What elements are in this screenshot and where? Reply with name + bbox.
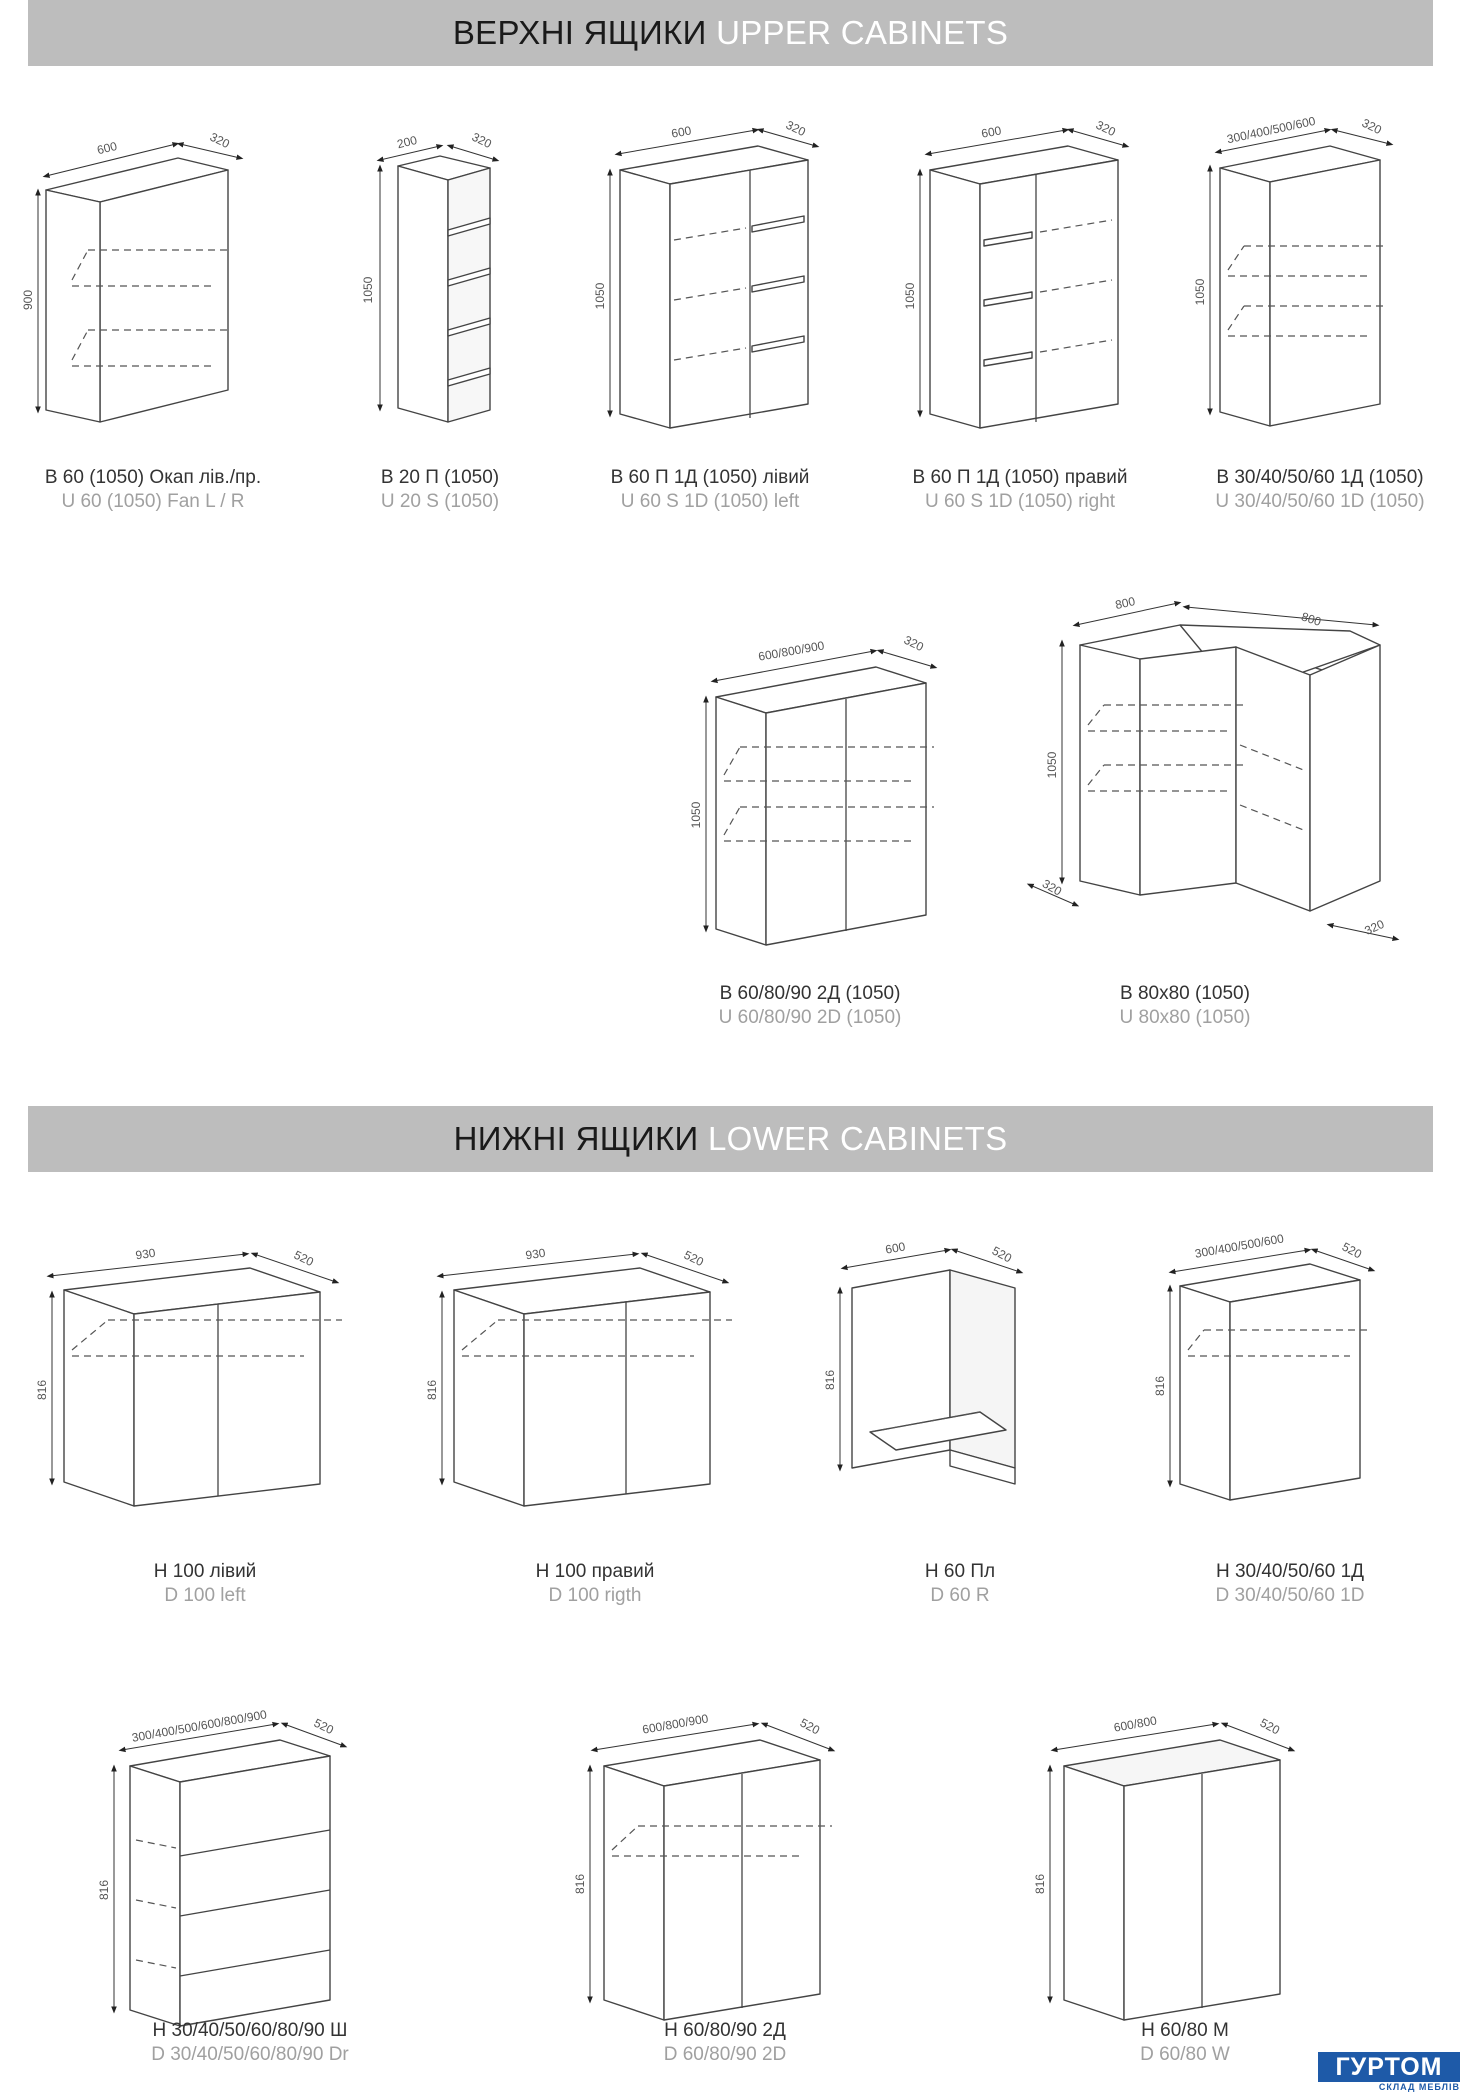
height-dimension-label: 816 bbox=[573, 1873, 587, 1895]
item-name-ua: Н 100 правий bbox=[535, 1561, 655, 1582]
cabinet-side-face bbox=[1080, 645, 1140, 895]
cabinet-drawing bbox=[900, 117, 1140, 460]
cabinet-drawing bbox=[35, 1240, 370, 1560]
item-name-ua: Н 60 Пл bbox=[924, 1561, 996, 1582]
cabinet-side-face bbox=[620, 170, 670, 428]
banner-title-ua: НИЖНІ ЯЩИКИ bbox=[453, 1120, 699, 1157]
item-name-ua: Н 100 лівий bbox=[153, 1561, 257, 1582]
depth-dimension-label: 320 bbox=[901, 632, 926, 655]
item-name-en: U 60 S 1D (1050) left bbox=[620, 491, 800, 512]
cabinet-side-face bbox=[64, 1290, 134, 1506]
item-name-en: U 80x80 (1050) bbox=[1119, 1007, 1251, 1028]
width-dimension-label: 600/800/900 bbox=[641, 1711, 710, 1737]
item-name-ua: В 20 П (1050) bbox=[380, 467, 500, 488]
cabinet-drawing bbox=[340, 129, 540, 460]
item-name-ua: Н 60/80/90 2Д bbox=[664, 2020, 786, 2041]
logo-word: ГУРТОМ bbox=[1318, 2052, 1460, 2082]
height-dimension-label: 816 bbox=[425, 1379, 439, 1401]
width-dimension-label: 600/800 bbox=[1112, 1713, 1158, 1735]
cabinet-drawing bbox=[680, 632, 940, 975]
cabinet-side-face bbox=[930, 170, 980, 428]
height-dimension-label: 1050 bbox=[689, 801, 703, 829]
item-name-ua: Н 60/80 М bbox=[1141, 2020, 1229, 2041]
cabinet-item bbox=[1033, 1710, 1330, 2090]
depth-dimension-label: 520 bbox=[681, 1247, 706, 1270]
item-name-ua: Н 30/40/50/60/80/90 Ш bbox=[152, 2020, 348, 2041]
width-dimension-label: 930 bbox=[524, 1245, 547, 1263]
cabinet-front-face bbox=[1236, 647, 1310, 911]
height-dimension-label: 1050 bbox=[903, 282, 917, 310]
width-dimension-label: 600 bbox=[670, 123, 693, 141]
cabinet-front-face bbox=[980, 160, 1118, 428]
cabinet-front-face bbox=[134, 1292, 320, 1506]
height-dimension-label: 816 bbox=[823, 1369, 837, 1391]
height-dimension-label: 816 bbox=[35, 1379, 49, 1401]
cabinet-drawing bbox=[823, 1239, 1090, 1560]
depth-dimension-label: 320 bbox=[1039, 876, 1065, 899]
item-name-en: U 20 S (1050) bbox=[380, 491, 500, 512]
lower-cabinets-banner bbox=[28, 1106, 1433, 1172]
cabinet-front-face bbox=[100, 170, 228, 422]
cabinet-drawing bbox=[1193, 113, 1440, 460]
width2-dimension-line bbox=[1186, 607, 1376, 625]
cabinet-item bbox=[425, 1240, 760, 1620]
cabinet-item bbox=[1010, 595, 1410, 1035]
depth-dimension-label: 320 bbox=[783, 117, 808, 140]
cabinet-drawing bbox=[21, 129, 278, 460]
cabinet-side-face bbox=[46, 190, 100, 422]
depth-dimension-line bbox=[180, 144, 240, 158]
item-name-en: D 100 left bbox=[164, 1585, 246, 1606]
width-dimension-label: 600 bbox=[980, 123, 1003, 141]
height-dimension-label: 816 bbox=[1033, 1873, 1047, 1895]
cabinet-drawing bbox=[1033, 1710, 1330, 2030]
cabinet-front-face bbox=[524, 1292, 710, 1506]
width-dimension-label: 800 bbox=[1113, 594, 1137, 613]
depth-dimension-label: 520 bbox=[291, 1247, 316, 1270]
height-dimension-label: 816 bbox=[97, 1879, 111, 1901]
width-dimension-label: 300/400/500/600/800/900 bbox=[130, 1707, 268, 1745]
width-dimension-label: 300/400/500/600 bbox=[1225, 113, 1317, 147]
item-name-ua: В 60/80/90 2Д (1050) bbox=[719, 983, 901, 1004]
height-dimension-label: 1050 bbox=[593, 282, 607, 310]
item-name-ua: В 80x80 (1050) bbox=[1120, 983, 1250, 1004]
item-name-en: D 30/40/50/60 1D bbox=[1215, 1585, 1365, 1606]
width-dimension-label: 600 bbox=[884, 1239, 907, 1257]
cabinet-side-face bbox=[1220, 168, 1270, 426]
depth-dimension-label: 520 bbox=[797, 1715, 823, 1738]
logo-subtitle: СКЛАД МЕБЛІВ bbox=[1378, 2082, 1460, 2092]
banner-title-en: LOWER CABINETS bbox=[707, 1120, 1008, 1157]
depth-dimension-label: 320 bbox=[207, 129, 232, 152]
depth-dimension-line bbox=[880, 651, 934, 667]
depth-dimension-label: 520 bbox=[311, 1715, 336, 1738]
cabinet-front-face bbox=[1270, 160, 1380, 426]
height-dimension-label: 816 bbox=[1153, 1375, 1167, 1397]
item-name-en: D 60/80/90 2D bbox=[663, 2044, 787, 2065]
item-name-ua: Н 30/40/50/60 1Д bbox=[1215, 1561, 1365, 1582]
cabinet-front-face bbox=[1230, 1280, 1360, 1500]
item-name-ua: В 60 П 1Д (1050) правий bbox=[912, 467, 1128, 488]
width-dimension-label: 200 bbox=[395, 132, 419, 152]
height-dimension-label: 1050 bbox=[361, 276, 375, 304]
cabinet-side-face bbox=[1064, 1766, 1124, 2020]
cabinet-front-face bbox=[1140, 647, 1236, 895]
cabinet-side-face bbox=[604, 1766, 664, 2020]
height-dimension-label: 1050 bbox=[1045, 751, 1059, 779]
item-name-en: U 60/80/90 2D (1050) bbox=[718, 1007, 902, 1028]
cabinet-side-face bbox=[454, 1290, 524, 1506]
depth-dimension-label: 320 bbox=[1359, 115, 1384, 138]
cabinet-item bbox=[900, 117, 1140, 520]
depth-dimension-label: 320 bbox=[469, 129, 494, 152]
banner-title-ua: ВЕРХНІ ЯЩИКИ bbox=[452, 14, 707, 51]
width2-dimension-label: 800 bbox=[1299, 609, 1323, 629]
cabinet-item bbox=[573, 1710, 870, 2090]
depth-dimension-label: 520 bbox=[989, 1243, 1015, 1266]
cabinet-drawing bbox=[573, 1710, 870, 2030]
item-name-en: D 60 R bbox=[930, 1585, 990, 1606]
depth-dimension-label: 520 bbox=[1257, 1715, 1283, 1738]
cabinet-item bbox=[1153, 1231, 1420, 1620]
cabinet-item bbox=[590, 117, 830, 520]
depth2-dimension-label: 320 bbox=[1362, 916, 1387, 938]
height-dimension-label: 900 bbox=[21, 289, 35, 311]
item-name-en: U 30/40/50/60 1D (1050) bbox=[1215, 491, 1425, 512]
cabinet-item bbox=[97, 1707, 400, 2090]
item-name-en: D 30/40/50/60/80/90 Dr bbox=[151, 2044, 349, 2065]
cabinet-drawing bbox=[97, 1707, 400, 2030]
cabinet-side-face bbox=[716, 697, 766, 945]
width-dimension-label: 600/800/900 bbox=[757, 638, 826, 664]
item-name-en: U 60 (1050) Fan L / R bbox=[61, 491, 245, 512]
gurtom-logo bbox=[1318, 2052, 1460, 2092]
item-name-ua: В 30/40/50/60 1Д (1050) bbox=[1216, 467, 1424, 488]
cabinet-side-face bbox=[130, 1766, 180, 2026]
cabinet-item bbox=[680, 632, 940, 1035]
cabinet-front-face bbox=[180, 1756, 330, 2026]
cabinet-side-face bbox=[398, 166, 448, 422]
cabinet-item bbox=[1193, 113, 1440, 520]
cabinet-item bbox=[35, 1240, 370, 1620]
cabinet-drawing bbox=[1153, 1231, 1420, 1560]
depth-dimension-line bbox=[1334, 130, 1390, 144]
cabinet-drawing bbox=[590, 117, 830, 460]
width-dimension-label: 930 bbox=[134, 1245, 157, 1263]
width-dimension-label: 300/400/500/600 bbox=[1193, 1231, 1285, 1261]
depth-dimension-label: 320 bbox=[1093, 117, 1118, 140]
cabinet-front-face bbox=[670, 160, 808, 428]
cabinet-item bbox=[823, 1239, 1090, 1620]
height-dimension-label: 1050 bbox=[1193, 278, 1207, 306]
banner-title-en: UPPER CABINETS bbox=[716, 14, 1009, 51]
item-name-ua: В 60 (1050) Окап лів./пр. bbox=[44, 467, 262, 488]
cabinet-item bbox=[21, 129, 278, 520]
upper-cabinets-banner bbox=[28, 0, 1433, 66]
cabinet-item bbox=[340, 129, 540, 520]
width-dimension-label: 600 bbox=[95, 138, 119, 158]
item-name-en: D 60/80 W bbox=[1140, 2044, 1230, 2065]
cabinet-drawing bbox=[1010, 595, 1410, 975]
cabinet-side-face bbox=[1310, 645, 1380, 911]
item-name-ua: В 60 П 1Д (1050) лівий bbox=[610, 467, 810, 488]
cabinet-drawing bbox=[425, 1240, 760, 1560]
item-name-en: D 100 rigth bbox=[548, 1585, 642, 1606]
depth-dimension-label: 520 bbox=[1339, 1239, 1365, 1262]
cabinet-side-face bbox=[1180, 1286, 1230, 1500]
item-name-en: U 60 S 1D (1050) right bbox=[924, 491, 1116, 512]
